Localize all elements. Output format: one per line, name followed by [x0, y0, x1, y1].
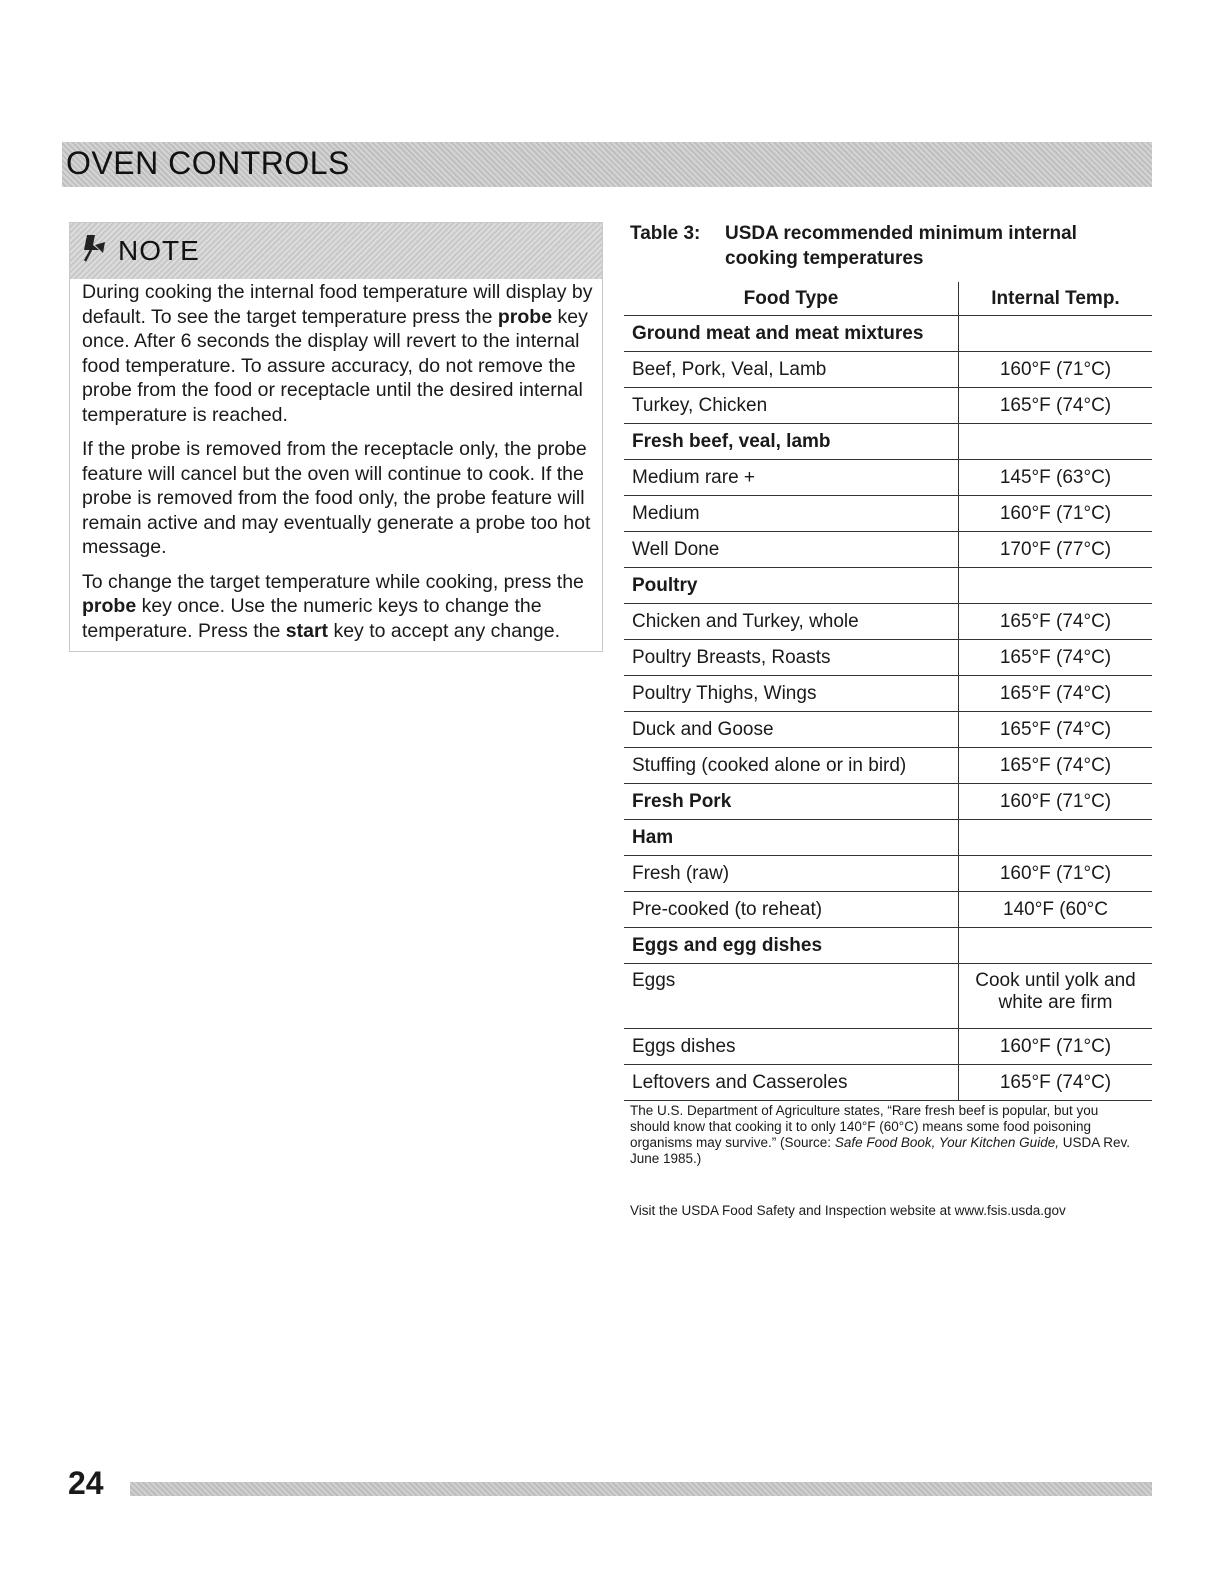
internal-temp-cell: 165°F (74°C) — [959, 388, 1153, 424]
food-type-cell: Poultry Breasts, Roasts — [624, 640, 959, 676]
table-header-row — [624, 282, 1152, 316]
table-row — [624, 1065, 1152, 1101]
table-row — [624, 604, 1152, 640]
internal-temp-cell: Cook until yolk and white are firm — [959, 964, 1153, 1029]
table-row — [624, 424, 1152, 460]
food-type-cell: Poultry — [624, 568, 959, 604]
footer-band — [130, 1482, 1152, 1496]
internal-temp-cell: 170°F (77°C) — [959, 532, 1153, 568]
table-row — [624, 568, 1152, 604]
food-type-cell: Turkey, Chicken — [624, 388, 959, 424]
internal-temp-cell: 160°F (71°C) — [959, 496, 1153, 532]
internal-temp-cell — [959, 316, 1153, 352]
food-type-cell: Medium rare + — [624, 460, 959, 496]
table-row — [624, 388, 1152, 424]
footnote-text: USDA Rev. June 1985.) — [630, 1135, 1130, 1166]
note-label: NOTE — [118, 235, 200, 266]
internal-temp-cell: 145°F (63°C) — [959, 460, 1153, 496]
table-row — [624, 928, 1152, 964]
table-row — [624, 640, 1152, 676]
internal-temp-cell: 165°F (74°C) — [959, 640, 1153, 676]
note-text: During cooking the internal food temperature will display by default. To see the target temperature press the — [82, 281, 593, 328]
table-row — [624, 1029, 1152, 1065]
start-key-text: start — [285, 619, 329, 642]
internal-temp-cell: 165°F (74°C) — [959, 604, 1153, 640]
table-row — [624, 316, 1152, 352]
column-header-temp: Internal Temp. — [959, 282, 1153, 316]
food-type-cell: Eggs — [624, 964, 959, 1029]
note-text: key to accept any change. — [328, 619, 561, 642]
table-row — [624, 712, 1152, 748]
page-title: OVEN CONTROLS — [66, 145, 350, 181]
footnote-text: The U.S. Department of Agriculture states, “Rare fresh beef is popular, but you should know that cooking it to only 140°F (60°C) means some food poisoning organisms may survive.” (Source: — [630, 1103, 1099, 1150]
table-row — [624, 532, 1152, 568]
table-row — [624, 820, 1152, 856]
internal-temp-cell — [959, 424, 1153, 460]
table-row — [624, 784, 1152, 820]
table-caption-text: USDA recommended minimum internal cooking temperatures — [725, 223, 1077, 269]
internal-temp-cell: 140°F (60°C — [959, 892, 1153, 928]
note-paragraph — [82, 280, 602, 427]
table-row — [624, 352, 1152, 388]
food-type-cell: Pre-cooked (to reheat) — [624, 892, 959, 928]
note-text: To change the target temperature while cooking, press the — [82, 570, 584, 593]
note-text: key once. Use the numeric keys to change the temperature. Press the — [82, 595, 542, 642]
pushpin-icon — [81, 233, 107, 263]
internal-temp-cell: 160°F (71°C) — [959, 352, 1153, 388]
table-caption-label: Table 3: — [630, 223, 701, 244]
food-type-cell: Stuffing (cooked alone or in bird) — [624, 748, 959, 784]
note-box — [69, 222, 603, 652]
table-row — [624, 460, 1152, 496]
food-type-cell: Ground meat and meat mixtures — [624, 316, 959, 352]
column-header-food: Food Type — [624, 282, 959, 316]
food-type-cell: Fresh (raw) — [624, 856, 959, 892]
note-paragraph — [82, 570, 602, 644]
table-row — [624, 856, 1152, 892]
internal-temp-cell: 165°F (74°C) — [959, 712, 1153, 748]
footnote-usda — [630, 1103, 1130, 1167]
food-type-cell: Eggs dishes — [624, 1029, 959, 1065]
food-type-cell: Fresh Pork — [624, 784, 959, 820]
note-text: key once. After 6 seconds the display will revert to the internal food temperature. To assure accuracy, do not remove the probe from the food or receptacle until the desired internal temperature is reached. — [82, 305, 588, 426]
probe-key-text: probe — [82, 595, 137, 617]
footnote-source-title: Safe Food Book, Your Kitchen Guide, — [834, 1135, 1059, 1150]
internal-temp-cell — [959, 820, 1153, 856]
table-row — [624, 964, 1152, 1029]
page-number: 24 — [68, 1465, 104, 1501]
note-paragraph: If the probe is removed from the receptacle only, the probe feature will cancel but the oven will continue to cook. If the probe is removed from the food only, the probe feature will remain active and may eventually generate a probe too hot message. — [82, 438, 591, 558]
food-type-cell: Chicken and Turkey, whole — [624, 604, 959, 640]
food-type-cell: Duck and Goose — [624, 712, 959, 748]
internal-temp-cell — [959, 928, 1153, 964]
table-row — [624, 496, 1152, 532]
temperature-table — [624, 282, 1152, 1101]
internal-temp-cell — [959, 568, 1153, 604]
food-type-cell: Fresh beef, veal, lamb — [624, 424, 959, 460]
table-body — [624, 316, 1152, 1101]
probe-key-text: probe — [497, 305, 553, 328]
note-body — [82, 280, 602, 653]
food-type-cell: Medium — [624, 496, 959, 532]
internal-temp-cell: 165°F (74°C) — [959, 1065, 1153, 1101]
food-type-cell: Beef, Pork, Veal, Lamb — [624, 352, 959, 388]
table-row — [624, 676, 1152, 712]
food-type-cell: Ham — [624, 820, 959, 856]
internal-temp-cell: 160°F (71°C) — [959, 1029, 1153, 1065]
table-row — [624, 892, 1152, 928]
note-header — [70, 223, 602, 279]
food-type-cell: Leftovers and Casseroles — [624, 1065, 959, 1101]
internal-temp-cell: 160°F (71°C) — [959, 784, 1153, 820]
internal-temp-cell: 165°F (74°C) — [959, 748, 1153, 784]
footnote-website: Visit the USDA Food Safety and Inspection website at www.fsis.usda.gov — [630, 1203, 1066, 1218]
table-row — [624, 748, 1152, 784]
food-type-cell: Well Done — [624, 532, 959, 568]
internal-temp-cell: 160°F (71°C) — [959, 856, 1153, 892]
internal-temp-cell: 165°F (74°C) — [959, 676, 1153, 712]
food-type-cell: Eggs and egg dishes — [624, 928, 959, 964]
food-type-cell: Poultry Thighs, Wings — [624, 676, 959, 712]
